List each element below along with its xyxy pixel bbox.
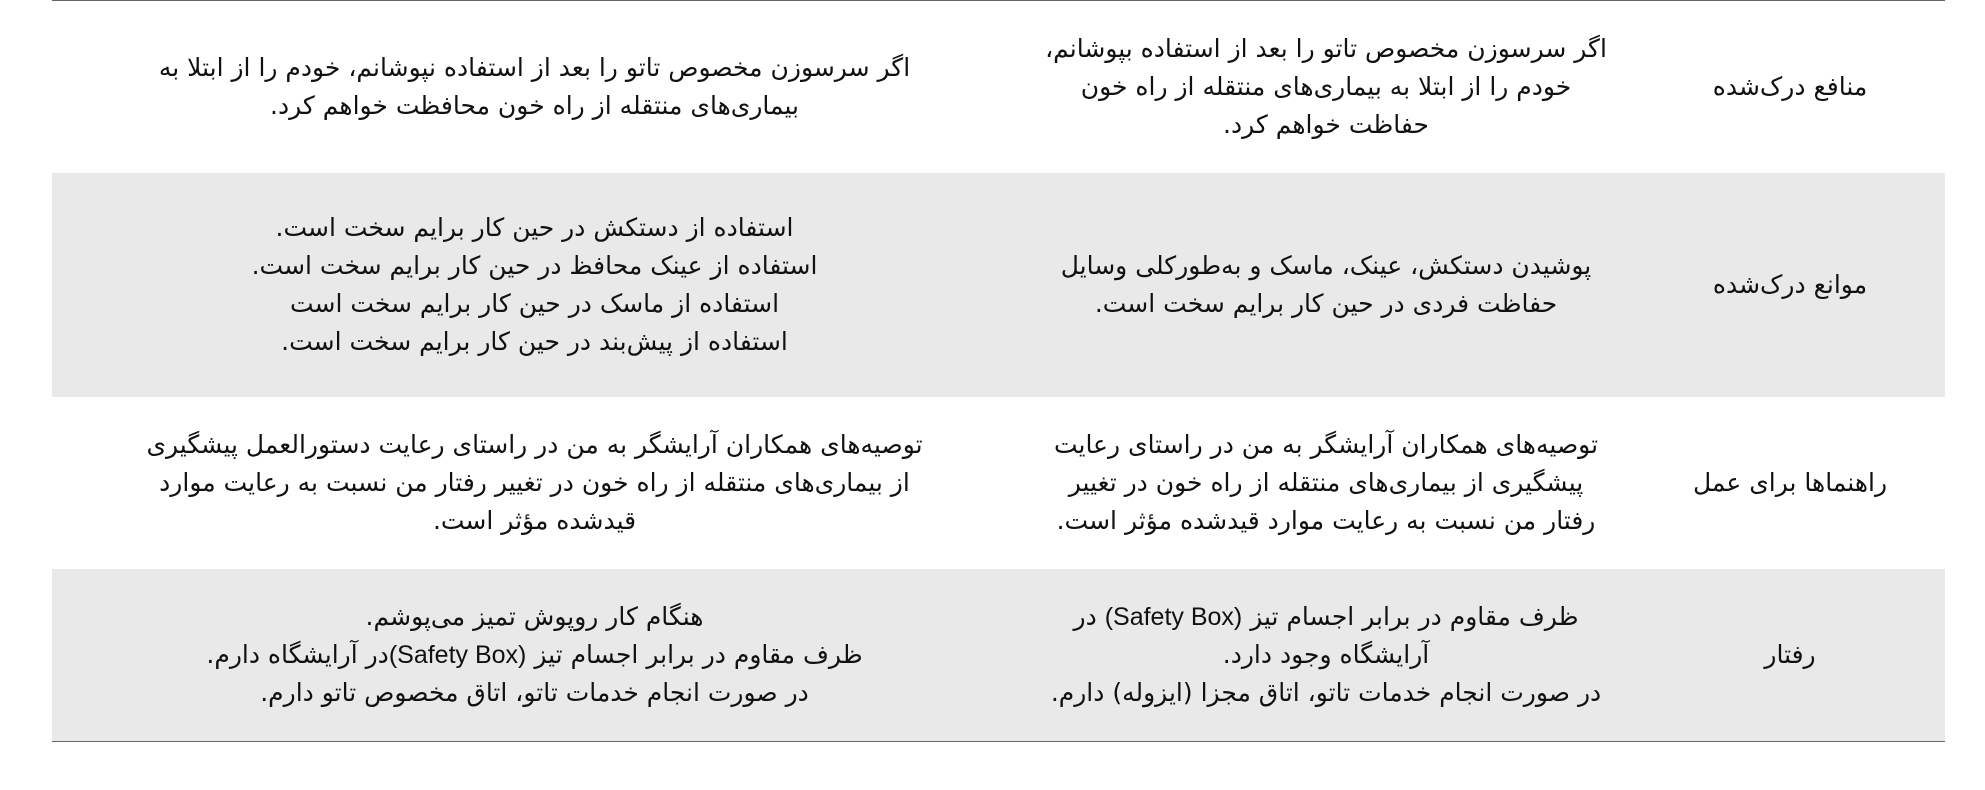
table-row — [52, 173, 1945, 397]
table-cell: ظرف مقاوم در برابر اجسام تیز (Safety Box) در آرایشگاه وجود دارد. در صورت انجام خدمات تاتو، اتاق مجزا (ایزوله) دارم. — [1017, 569, 1635, 741]
table-row — [52, 1, 1945, 173]
comparison-table — [52, 0, 1945, 742]
table-cell: توصیه‌های همکاران آرایشگر به من در راستای رعایت پیشگیری از بیماری‌های منتقله از راه خون در تغییر رفتار من نسبت به رعایت موارد قیدشده مؤثر است. — [1053, 430, 1599, 535]
table-cell: اگر سرسوزن مخصوص تاتو را بعد از استفاده نپوشانم، خودم را از ابتلا به بیماری‌های منتقله از راه خون محافظت خواهم کرد. — [158, 53, 911, 120]
row-label: رفتار — [1764, 640, 1816, 669]
table-cell: پوشیدن دستکش، عینک، ماسک و به‌طورکلی وسایل حفاظت فردی در حین کار برایم سخت است. — [1060, 251, 1592, 318]
table-row — [52, 569, 1945, 741]
safety-box-term: (Safety Box) — [388, 641, 527, 669]
row-label: راهنماها برای عمل — [1692, 468, 1888, 497]
row-label: منافع درک‌شده — [1712, 72, 1868, 101]
row-label: موانع درک‌شده — [1712, 270, 1868, 299]
table-cell: استفاده از دستکش در حین کار برایم سخت است. استفاده از عینک محافظ در حین کار برایم سخت است. استفاده از ماسک در حین کار برایم سخت است استفاده از پیش‌بند در حین کار برایم سخت است. — [251, 213, 818, 356]
table-cell: توصیه‌های همکاران آرایشگر به من در راستای رعایت دستورالعمل پیشگیری از بیماری‌های منتقله از راه خون در تغییر رفتار من نسبت به رعایت موارد قیدشده مؤثر است. — [146, 430, 923, 535]
table-cell: اگر سرسوزن مخصوص تاتو را بعد از استفاده بپوشانم، خودم را از ابتلا به بیماری‌های منتقله از راه خون حفاظت خواهم کرد. — [1045, 34, 1607, 139]
cell-line: ظرف مقاوم در برابر اجسام تیز (Safety Box) در — [1073, 602, 1579, 631]
cell-line: ظرف مقاوم در برابر اجسام تیز (Safety Box)در آرایشگاه دارم. — [206, 640, 863, 669]
table-row — [52, 397, 1945, 569]
safety-box-term: (Safety Box) — [1104, 603, 1243, 631]
table-cell: هنگام کار روپوش تمیز می‌پوشم. ظرف مقاوم در برابر اجسام تیز (Safety Box)در آرایشگاه دارم. در صورت انجام خدمات تاتو، اتاق مخصوص تاتو دارم. — [206, 602, 863, 707]
